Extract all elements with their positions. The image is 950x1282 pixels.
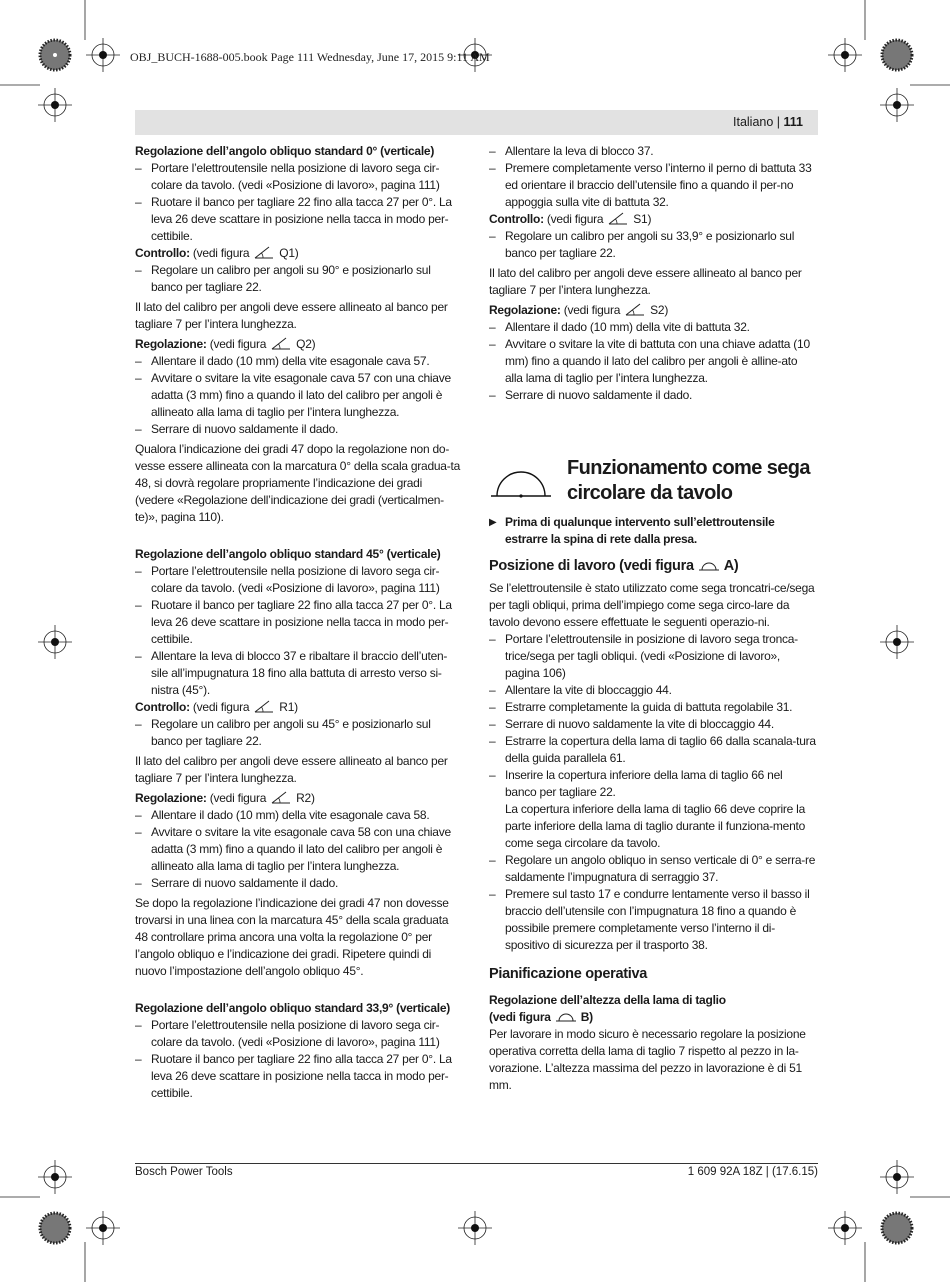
note-paragraph: Il lato del calibro per angoli deve essere allineato al banco per tagliare 7 per l’intera lunghezza.	[135, 754, 448, 785]
list-item: – Allentare il dado (10 mm) della vite esagonale cava 58.	[135, 808, 430, 822]
list-item: – Regolare un angolo obliquo in senso verticale di 0° e serra-re saldamente l’impugnatura di serraggio 37.	[489, 853, 816, 884]
blade-height-title: Regolazione dell’altezza della lama di taglio	[489, 993, 726, 1007]
list-item: – Premere sul tasto 17 e condurre lentamente verso il basso il braccio dell’utensile con l’impugnatura 18 fino a quando è possibile premere completamente verso l’interno il di-spositivo di sicurezza per il trasporto 38.	[489, 887, 810, 952]
subsection-title-work-position: Posizione di lavoro (vedi figura A)	[489, 558, 739, 574]
file-slug: OBJ_BUCH-1688-005.book Page 111 Wednesday, June 17, 2015 9:11 AM	[130, 50, 490, 64]
list-item: – Portare l’elettroutensile nella posizione di lavoro sega cir-colare da tavolo. (vedi «Posizione di lavoro», pagina 111)	[135, 161, 440, 192]
section-title: circolare da tavolo	[567, 482, 733, 504]
list-item: – Serrare di nuovo saldamente il dado.	[489, 388, 693, 402]
note-paragraph: Il lato del calibro per angoli deve essere allineato al banco per tagliare 7 per l’intera lunghezza.	[135, 300, 448, 331]
circular-saw-table-icon	[489, 468, 553, 500]
blade-height-title-ref: (vedi figura B)	[489, 1010, 593, 1024]
warning-note: ▶ Prima di qualunque intervento sull’elettroutensile estrarre la spina di rete dalla presa.	[489, 515, 775, 546]
figure-angle-icon	[253, 246, 275, 259]
list-item: – Regolare un calibro per angoli su 45° e posizionarlo sul banco per tagliare 22.	[135, 717, 431, 748]
list-item: – Allentare la vite di bloccaggio 44.	[489, 683, 672, 697]
header-bar	[135, 110, 818, 135]
list-item: – Ruotare il banco per tagliare 22 fino alla tacca 27 per 0°. La leva 26 deve scattare in posizione nella tacca in modo per-cettibile.	[135, 195, 452, 243]
list-item: – Allentare la leva di blocco 37.	[489, 144, 654, 158]
figure-angle-icon	[607, 212, 629, 225]
list-item: – Estrarre completamente la guida di battuta regolabile 31.	[489, 700, 793, 714]
note-paragraph: Il lato del calibro per angoli deve essere allineato al banco per tagliare 7 per l’intera lunghezza.	[489, 266, 802, 297]
list-item: – Portare l’elettroutensile nella posizione di lavoro sega cir-colare da tavolo. (vedi «Posizione di lavoro», pagina 111)	[135, 1018, 440, 1049]
list-item: – Ruotare il banco per tagliare 22 fino alla tacca 27 per 0°. La leva 26 deve scattare in posizione nella tacca in modo per-cettibile.	[135, 1052, 452, 1100]
left-column	[135, 143, 462, 1102]
list-item: – Serrare di nuovo saldamente il dado.	[135, 876, 339, 890]
list-item: – Allentare il dado (10 mm) della vite esagonale cava 57.	[135, 354, 430, 368]
footer-doc-code: 1 609 92A 18Z | (17.6.15)	[687, 1166, 818, 1178]
subsection-title-planning: Pianificazione operativa	[489, 966, 647, 982]
list-item: – Regolare un calibro per angoli su 33,9° e posizionarlo sul banco per tagliare 22.	[489, 229, 795, 260]
footer-rule	[135, 1163, 818, 1164]
regulation-line-s2: Regolazione: (vedi figura S2)	[489, 303, 669, 317]
body-paragraph: Se l’elettroutensile è stato utilizzato come sega troncatri-ce/sega per tagli obliqui, prima dell’impiego come sega circo-lare da tavolo devono essere effettuate le seguenti operazio-ni.	[489, 581, 815, 629]
list-item: – Allentare la leva di blocco 37 e ribaltare il braccio dell’uten-sile all’impugnatura 18 fino alla battuta di arresto verso si-nistra (45°).	[135, 649, 448, 697]
section-title: Funzionamento come sega	[567, 457, 810, 479]
header-separator: |	[773, 115, 784, 129]
body-paragraph: Qualora l’indicazione dei gradi 47 dopo la regolazione non do-vesse essere allineata con la marcatura 0° della scala gradua-ta 48, si dovrà regolare propriamente l’indicazione dei gradi (vedere «Regolazione dell’indicazione dei gradi (verticalmen-te)», pagina 110).	[135, 442, 460, 524]
figure-saw-icon	[555, 1010, 577, 1023]
list-item: – Serrare di nuovo saldamente il dado.	[135, 422, 339, 436]
list-item: – Regolare un calibro per angoli su 90° e posizionarlo sul banco per tagliare 22.	[135, 263, 431, 294]
page-number: 111	[783, 115, 803, 129]
header-label	[733, 115, 803, 129]
list-item: – Portare l’elettroutensile in posizione di lavoro sega tronca-trice/sega per tagli obliqui. (vedi «Posizione di lavoro», pagina 106)	[489, 632, 798, 680]
section-title-33deg: Regolazione dell’angolo obliquo standard 33,9° (verticale)	[135, 1001, 451, 1015]
list-item: – Estrarre la copertura della lama di taglio 66 dalla scanala-tura della guida parallela 61.	[489, 734, 816, 765]
figure-angle-icon	[624, 303, 646, 316]
list-item: – Avvitare o svitare la vite esagonale cava 58 con una chiave adatta (3 mm) fino a quando il lato del calibro per angoli è allineato alla lama di taglio per l’intera lunghezza.	[135, 825, 451, 873]
section-heading-table-saw	[489, 456, 816, 508]
regulation-line-r2: Regolazione: (vedi figura R2)	[135, 791, 315, 805]
list-item: – Inserire la copertura inferiore della lama di taglio 66 nel banco per tagliare 22.	[489, 768, 783, 799]
body-paragraph: Per lavorare in modo sicuro è necessario regolare la posizione operativa corretta della lama di taglio 7 rispetto al pezzo in la-vorazione. L’altezza massima del pezzo in lavorazione è di 51 mm.	[489, 1027, 806, 1092]
figure-saw-icon	[698, 559, 720, 572]
control-line-s1: Controllo: (vedi figura S1)	[489, 212, 652, 226]
section-title-45deg: Regolazione dell’angolo obliquo standard 45° (verticale)	[135, 547, 441, 561]
triangle-bullet-icon: ▶	[489, 517, 497, 528]
list-item: – Allentare il dado (10 mm) della vite di battuta 32.	[489, 320, 750, 334]
list-item: – Portare l’elettroutensile nella posizione di lavoro sega cir-colare da tavolo. (vedi «Posizione di lavoro», pagina 111)	[135, 564, 440, 595]
list-item: – Ruotare il banco per tagliare 22 fino alla tacca 27 per 0°. La leva 26 deve scattare in posizione nella tacca in modo per-cettibile.	[135, 598, 452, 646]
list-item: – Avvitare o svitare la vite esagonale cava 57 con una chiave adatta (3 mm) fino a quando il lato del calibro per angoli è allineato alla lama di taglio per l’intera lunghezza.	[135, 371, 451, 419]
footer-publisher: Bosch Power Tools	[135, 1166, 233, 1178]
body-paragraph: Se dopo la regolazione l’indicazione dei gradi 47 non dovesse trovarsi in una linea con la marcatura 45° della scala graduata 48 controllare prima ancora una volta la regolazione 0° per l’angolo obliquo e l’indicazione dei gradi. Ripetere quindi di nuovo l’impostazione dell’angolo obliquo 45°.	[135, 896, 449, 978]
figure-angle-icon	[270, 337, 292, 350]
list-item: – Avvitare o svitare la vite di battuta con una chiave adatta (10 mm) fino a quando il lato del calibro per angoli è alline-ato alla lama di taglio per l’intera lunghezza.	[489, 337, 810, 385]
header-language: Italiano	[733, 115, 774, 129]
list-item: – Serrare di nuovo saldamente la vite di bloccaggio 44.	[489, 717, 774, 731]
right-column	[489, 143, 816, 1094]
figure-angle-icon	[253, 700, 275, 713]
list-item: – Premere completamente verso l’interno il perno di battuta 33 ed orientare il braccio dell’utensile fino a quando il per-no appoggia sulla vite di battuta 32.	[489, 161, 812, 209]
figure-angle-icon	[270, 791, 292, 804]
control-line-r1: Controllo: (vedi figura R1)	[135, 700, 298, 714]
list-item-note: La copertura inferiore della lama di taglio 66 deve coprire la parte inferiore della lama di taglio durante il funziona-mento come sega circolare da tavolo.	[505, 802, 806, 850]
section-title-0deg: Regolazione dell’angolo obliquo standard 0° (verticale)	[135, 144, 435, 158]
regulation-line-q2: Regolazione: (vedi figura Q2)	[135, 337, 316, 351]
control-line-q1: Controllo: (vedi figura Q1)	[135, 246, 299, 260]
